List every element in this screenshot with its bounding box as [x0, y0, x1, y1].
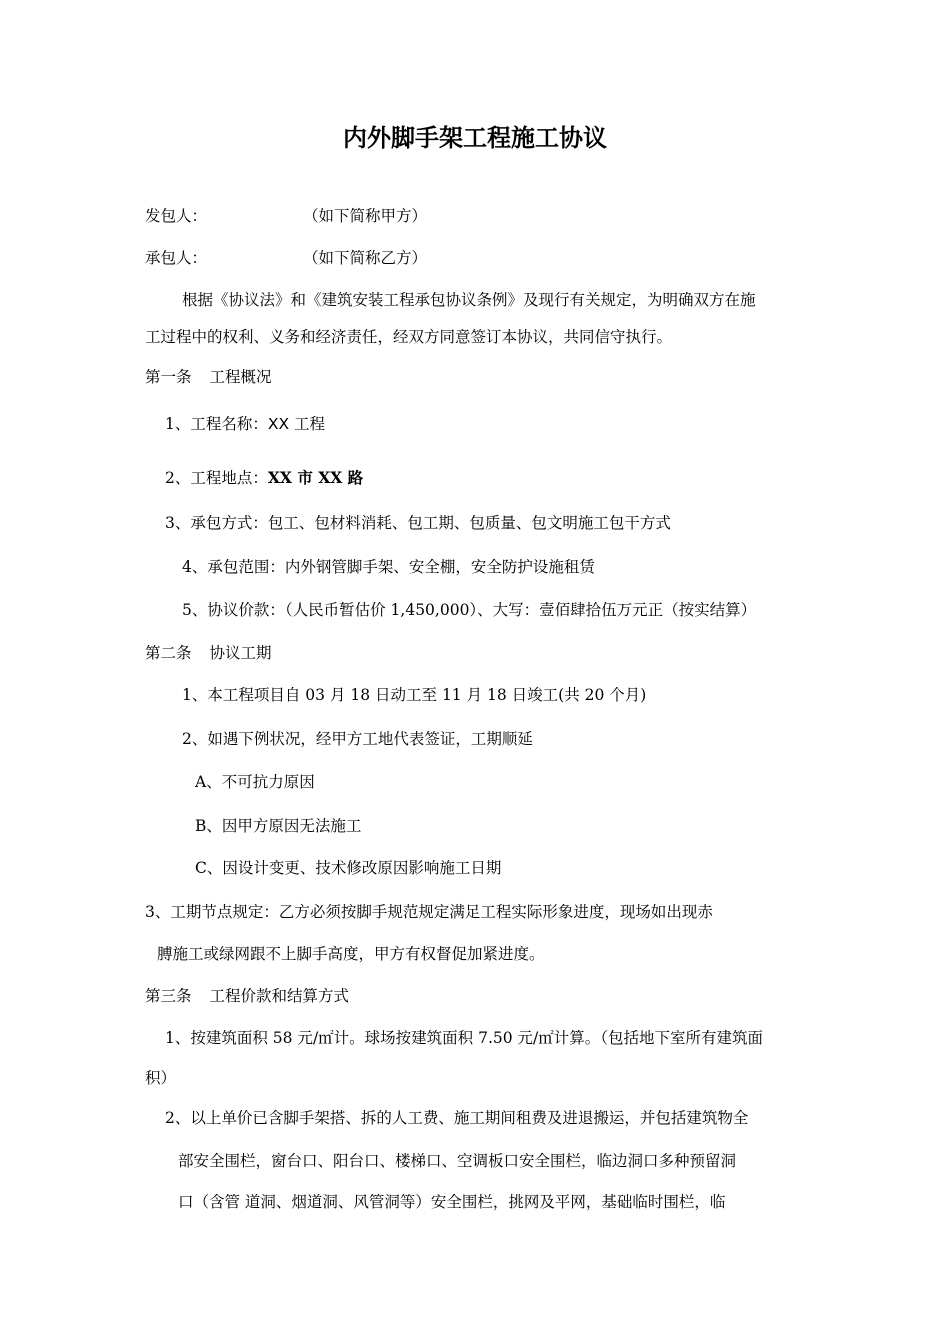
contractor-note: （如下简称乙方） — [303, 249, 428, 267]
article3-item2-line2: 部安全围栏，窗台口、阳台口、楼梯口、空调板口安全围栏，临边洞口多种预留洞 — [178, 1152, 737, 1170]
article2-heading — [145, 643, 272, 663]
article2-sub-a: A、不可抗力原因 — [195, 773, 315, 791]
article2-sub-c: C、因设计变更、技术修改原因影响施工日期 — [195, 859, 502, 877]
article1-number: 第一条 — [145, 368, 192, 386]
employer-label: 发包人： — [145, 207, 208, 225]
article3-heading — [145, 986, 349, 1006]
project-name-label: 1、工程名称： — [165, 415, 268, 433]
article3-item1-line1: 1、按建筑面积 58 元/㎡计。球场按建筑面积 7.50 元/㎡计算。（包括地下室所有建筑面 — [165, 1029, 764, 1047]
article1-item2 — [165, 468, 363, 488]
article3-title: 工程价款和结算方式 — [209, 987, 350, 1005]
article3-number: 第三条 — [145, 987, 192, 1005]
article2-item1: 1、本工程项目自 03 月 18 日动工至 11 月 18 日竣工(共 20 个月) — [182, 686, 647, 704]
project-location-label: 2、工程地点： — [165, 469, 268, 487]
article2-item3-line2: 膊施工或绿网跟不上脚手高度，甲方有权督促加紧进度。 — [157, 945, 545, 963]
contractor-label: 承包人： — [145, 249, 208, 267]
employer-line — [145, 206, 427, 226]
article2-title: 协议工期 — [209, 644, 272, 662]
article1-item4: 4、承包范围：内外钢管脚手架、安全棚，安全防护设施租赁 — [182, 558, 595, 576]
article3-item1-line2: 积） — [145, 1069, 177, 1087]
article3-item2-line3: 口（含管 道洞、烟道洞、风管洞等）安全围栏，挑网及平网，基础临时围栏，临 — [178, 1193, 726, 1211]
article1-item1 — [165, 414, 325, 434]
project-location-value: XX 市 XX 路 — [267, 468, 364, 487]
article1-item3: 3、承包方式：包工、包材料消耗、包工期、包质量、包文明施工包干方式 — [165, 514, 671, 532]
article2-sub-b: B、因甲方原因无法施工 — [195, 817, 362, 835]
article2-item3-line1: 3、工期节点规定：乙方必须按脚手规范规定满足工程实际形象进度，现场如出现赤 — [145, 903, 713, 921]
article2-number: 第二条 — [145, 644, 192, 662]
article1-heading — [145, 367, 272, 387]
article1-title: 工程概况 — [209, 368, 272, 386]
project-name-value: XX 工程 — [267, 415, 326, 433]
article1-item5: 5、协议价款：（人民币暂估价 1,450,000）、大写：壹佰肆拾伍万元正（按实结算） — [182, 601, 757, 619]
contractor-line — [145, 248, 427, 268]
preamble-line-1: 根据《协议法》和《建筑安装工程承包协议条例》及现行有关规定，为明确双方在施 — [182, 291, 756, 309]
article2-item2: 2、如遇下例状况，经甲方工地代表签证，工期顺延 — [182, 730, 533, 748]
preamble-line-2: 工过程中的权利、义务和经济责任，经双方同意签订本协议，共同信守执行。 — [145, 328, 673, 346]
article3-item2-line1: 2、以上单价已含脚手架搭、拆的人工费、施工期间租费及进退搬运，并包括建筑物全 — [165, 1109, 749, 1127]
employer-note: （如下简称甲方） — [303, 207, 428, 225]
document-title: 内外脚手架工程施工协议 — [343, 124, 607, 152]
